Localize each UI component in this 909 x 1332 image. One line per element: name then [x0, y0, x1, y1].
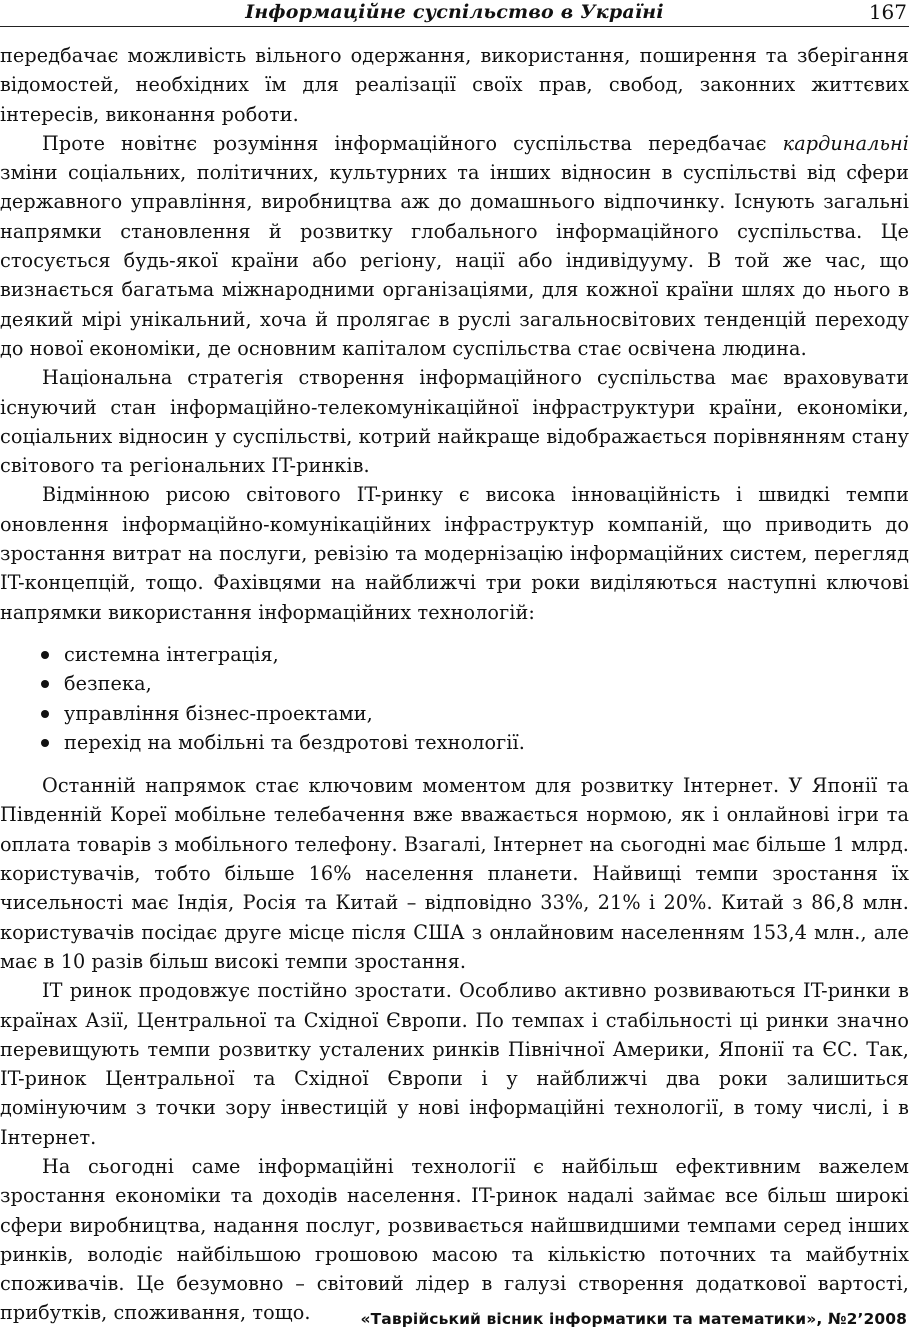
list-item-text: управління бізнес-проектами,: [64, 701, 373, 725]
journal-footer: «Таврійський вісник інформатики та математики», №2’2008: [360, 1310, 907, 1328]
key-directions-list: [0, 640, 909, 757]
bullet-icon: [41, 710, 49, 718]
list-item: [40, 640, 909, 669]
list-item: [40, 699, 909, 728]
list-item-text: перехід на мобільні та бездротові технології.: [64, 730, 525, 754]
page-number: 167: [868, 0, 907, 24]
paragraph-national-strategy: Національна стратегія створення інформаційного суспільства має враховувати існуючий стан інформаційно-телекомунікаційної інфраструктури країни, економіки, соціальних відносин у суспільстві, котрий найкраще відображається порівнянням стану світового та регіональних IT-ринків.: [0, 366, 909, 478]
bullet-icon: [41, 651, 49, 659]
paragraph-it-market-growth: IT ринок продовжує постійно зростати. Особливо активно розвиваються IT-ринки в країнах Азії, Центральної та Східної Європи. По темпах і стабільності ці ринки значно перевищують темпи розвитку усталених ринків Північної Америки, Японії та ЄС. Так, IT-ринок Центральної та Східної Європи і у найближчі два роки залишиться домінуючим з точки зору інвестицій у нові інформаційні технології, в тому числі, і в Інтернет.: [0, 979, 909, 1149]
paragraph-it-market-features: Відмінною рисою світового IT-ринку є висока інноваційність і швидкі темпи оновлення інформаційно-комунікаційних інфраструктур компаній, що приводить до зростання витрат на послуги, ревізію та модернізацію інформаційних систем, перегляд IT-концепцій, тощо. Фахівцями на найближчі три роки виділяються наступні ключові напрямки використання інформаційних технологій:: [0, 483, 909, 624]
article-body: [0, 41, 909, 1328]
running-header: [0, 0, 909, 27]
list-item-text: системна інтеграція,: [64, 642, 279, 666]
list-item-text: безпека,: [64, 672, 152, 696]
list-item: [40, 728, 909, 757]
paragraph-internet-growth: Останній напрямок стає ключовим моментом для розвитку Інтернет. У Японії та Південній Кореї мобільне телебачення вже вважається нормою, як і онлайнові ігри та оплата товарів з мобільного телефону. Взагалі, Інтернет на сьогодні має більше 1 млрд. користувачів, тобто більше 16% населення планети. Найвищі темпи зростання їх чисельності має Індія, Росія та Китай – відповідно 33%, 21% і 20%. Китай з 86,8 млн. користувачів посідає друге місце після США з онлайновим населенням 153,4 млн., але має в 10 разів більш високі темпи зростання.: [0, 774, 909, 973]
bullet-icon: [41, 680, 49, 688]
paragraph-it-leadership: На сьогодні саме інформаційні технології є найбільш ефективним важелем зростання економіки та доходів населення. IT-ринок надалі займає все більш широкі сфери виробництва, надання послуг, розвивається найшвидшими темпами серед інших ринків, володіє найбільшою грошовою масою та кількістю поточних та майбутніх споживачів. Це безумовно – світовий лідер в галузі створення додаткової вартості, прибутків, споживання, тощо.: [0, 1154, 909, 1325]
paragraph-continuation: передбачає можливість вільного одержання, використання, поширення та зберігання відомостей, необхідних їм для реалізації своїх прав, свобод, законних життєвих інтересів, виконання роботи.: [0, 44, 909, 126]
paragraph-modern-understanding: [0, 129, 909, 363]
emphasized-word: кардинальні: [782, 131, 909, 155]
bullet-icon: [41, 739, 49, 747]
list-item: [40, 669, 909, 698]
paragraph-text: зміни соціальних, політичних, культурних та інших відносин в суспільстві від сфери державного управління, виробництва аж до домашнього відпочинку. Існують загальні напрямки становлення й розвитку глобального інформаційного суспільства. Це стосується будь-якої країни або регіону, нації або індивідууму. В той же час, що визнається багатьма міжнародними організаціями, для кожної країни шлях до нього в деякий мірі унікальний, хоча й пролягає в руслі загальносвітових тенденцій переходу до нової економіки, де основним капіталом суспільства стає освічена людина.: [0, 161, 909, 360]
paragraph-text: Проте новітнє розуміння інформаційного суспільства передбачає: [42, 131, 783, 155]
running-title: Інформаційне суспільство в Україні: [245, 1, 664, 23]
